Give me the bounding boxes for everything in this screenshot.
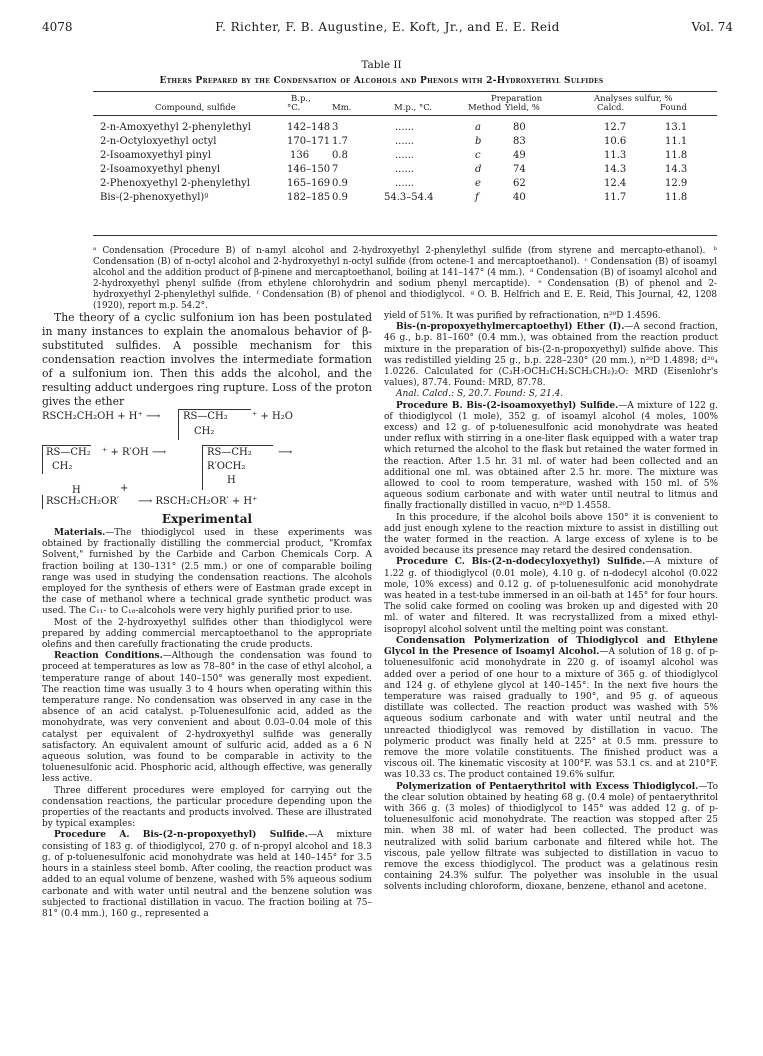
reaction-scheme: [42, 409, 372, 509]
cell-compound: 2-n-Amoxyethyl 2-phenylethyl: [100, 122, 251, 133]
cell-found: 14.3: [665, 164, 688, 175]
cell-bp: 182–185: [287, 192, 331, 203]
volume-number: Vol. 74: [691, 20, 733, 34]
cell-compound: 2-Phenoxyethyl 2-phenylethyl: [100, 178, 250, 189]
cell-mp: ......: [395, 122, 415, 133]
table-row: [0, 178, 763, 191]
cell-mp: ......: [395, 178, 415, 189]
cell-mm: 3: [332, 122, 339, 133]
conditions-text: —Although the condensation was found to proceed at temperatures as low as 78–80° in the case of ethyl alcohol, a temperature range of about 140–150° was generally most expedient. The reaction time was usually 3 to 4 hours when operating within this temperature range. No condensation was observed in any case in the absence of an acid catalyst. p-Toluenesulfonic acid, added as the monohydrate, was very convenient and about 0.03–0.04 mole of this catalyst per equivalent of 2-hydroxyethyl sulfide was generally satisfactory. An equivalent amount of sulfuric acid, added as a 6 N aqueous solution, was found to be comparable in activity to the toluenesulfonic acid. Phosphoric acid, although effective, was generally less active.: [42, 651, 372, 785]
cell-compound: 2-Isoamoxyethyl phenyl: [100, 164, 221, 175]
col-preparation: Preparation: [491, 94, 543, 104]
procedure-c-paragraph: [384, 557, 718, 635]
cell-yield: 80: [513, 122, 526, 133]
cell-bp: 165–169: [287, 178, 331, 189]
cell-compound: Bis-(2-phenoxyethyl)ᵍ: [100, 192, 209, 203]
materials-paragraph: [42, 528, 372, 618]
cell-yield: 83: [513, 136, 526, 147]
cell-mm: 1.7: [332, 136, 348, 147]
cell-yield: 74: [513, 164, 526, 175]
cell-bp: 136: [290, 150, 310, 161]
cell-calcd: 11.7: [604, 192, 627, 203]
eq2-product: RS—CH₂: [207, 447, 252, 458]
eq2-och2: R′OCH₂: [207, 461, 246, 472]
col-yield: Yield, %: [505, 103, 540, 113]
cell-mm: 0.9: [332, 178, 348, 189]
cell-calcd: 14.3: [604, 164, 627, 175]
eq3-products: ⟶ RSCH₂CH₂OR′ + H⁺: [138, 496, 258, 507]
cell-mm: 7: [332, 164, 339, 175]
table-row: [0, 136, 763, 149]
procedure-a-paragraph: [42, 830, 372, 920]
col-bp: B.p.,: [291, 94, 311, 104]
table-row: [0, 150, 763, 163]
cell-found: 11.8: [665, 150, 688, 161]
eq3-charge: +: [120, 483, 129, 494]
procedure-c-heading: Procedure C. Bis-(2-n-dodecyloxyethyl) Sulfide.: [396, 557, 646, 568]
cell-method: d: [475, 164, 482, 175]
procedure-b-note: In this procedure, if the alcohol boils above 150° it is convenient to add just enough xylene to the reaction mixture to assist in distilling out the water formed in the reaction. A large excess of xylene is to be avoided because its presence may retard the desired condensation.: [384, 512, 718, 557]
eq2-reagent: ⁺ + R′OH ⟶: [102, 447, 167, 458]
table-footnotes: [93, 246, 717, 312]
running-header: [42, 20, 733, 36]
pentaerythritol-paragraph: [384, 782, 718, 894]
table-top-rule: [93, 91, 717, 92]
procedure-a-heading: Procedure A. Bis-(2-n-propoxyethyl) Sulfide.: [54, 830, 308, 841]
cell-compound: 2-Isoamoxyethyl pinyl: [100, 150, 211, 161]
footnote-a: ᵃ Condensation (Procedure B) of n-amyl alcohol and 2-hydroxyethyl 2-phenylethyl sulfide (from styrene and mercapto-ethanol).: [93, 246, 706, 256]
procedures-intro: Three different procedures were employed for carrying out the condensation reactions, the particular procedure depending upon the properties of the reactants and products involved. These are illustrated by typical examples:: [42, 785, 372, 830]
ether-heading: Bis-(n-propoxyethylmercaptoethyl) Ether (I).: [396, 322, 625, 333]
cell-mp: ......: [395, 150, 415, 161]
cell-mm: 0.9: [332, 192, 348, 203]
cell-calcd: 11.3: [604, 150, 627, 161]
cell-method: b: [475, 136, 482, 147]
cell-method: c: [475, 150, 481, 161]
table-row: [0, 122, 763, 135]
cell-mm: 0.8: [332, 150, 348, 161]
col-bp-unit: °C.: [287, 103, 301, 113]
pentaerythritol-heading: Polymerization of Pentaerythritol with Excess Thiodiglycol.: [396, 781, 699, 792]
cell-mp: ......: [395, 164, 415, 175]
col-method: Method: [468, 103, 502, 113]
cell-found: 11.8: [665, 192, 688, 203]
cell-calcd: 10.6: [604, 136, 627, 147]
col-mm: Mm.: [332, 103, 352, 113]
cell-yield: 62: [513, 178, 526, 189]
footnote-b: ᵇ Condensation (B) of n-octyl alcohol and 2-hydroxyethyl n-octyl sulfide (from octene-1 and mercaptoethanol).: [93, 246, 718, 267]
table-header-rule: [93, 115, 717, 116]
cell-found: 12.9: [665, 178, 688, 189]
cell-bp: 146–150: [287, 164, 331, 175]
conditions-heading: Reaction Conditions.: [54, 651, 163, 662]
col-mp: M.p., °C.: [394, 103, 433, 113]
procedure-b-heading: Procedure B. Bis-(2-isoamoxyethyl) Sulfide.: [396, 400, 619, 411]
cell-bp: 142–148: [287, 122, 331, 133]
col-calcd: Calcd.: [597, 103, 625, 113]
footnote-e: ᵉ Condensation (B) of phenol and 2-hydroxyethyl 2-phenylethyl sulfide.: [93, 279, 718, 300]
materials-text: —The thiodiglycol used in these experiments was obtained by fractionally distilling the commercial product, "Kromfax Solvent," furnished by the Carbide and Carbon Chemicals Corp. A fraction boiling at 130–131° (2.5 mm.) or one of comparable boiling range was used in studying the condensation reactions. The alcohols employed for the synthesis of ethers were of Eastman grade except in the case of methanol where a technical grade synthetic product was used. The C₁₁- to C₁₈-alcohols were very highly purified prior to use.: [42, 528, 372, 617]
eq1-products: ⁺ + H₂O: [252, 411, 293, 422]
intro-paragraph: The theory of a cyclic sulfonium ion has been postulated in many instances to explain the anomalous behavior of β-substituted sulfides. A possible mechanism for this condensation reaction involves the intermediate formation of a sulfonium ion. Then this adds the alcohol, and the resulting adduct undergoes ring rupture. Loss of the proton gives the ether: [42, 311, 372, 408]
eq3-h: H: [72, 485, 81, 496]
cell-bp: 170–171: [287, 136, 331, 147]
condensation-text: —A solution of 18 g. of p-toluenesulfonic acid monohydrate in 220 g. of isoamyl alcohol was added over a period of one hour to a mixture of 365 g. of thiodiglycol and 124 g. of ethylene glycol at 140–145°. In the next five hours the temperature was raised gradually to 190°, and 95 g. of aqueous distillate was collected. The reaction product was washed with 5% aqueous sodium carbonate and with water until neutral and the unreacted thiodiglycol was removed by distillation in vacuo. The polymeric product was finally held at 225° at 0.5 mm. pressure to remove the more volatile constituents. The finished product was a viscous oil. The kinematic viscosity at 100°F. was 53.1 cs. and at 210°F. was 10.33 cs. The product contained 19.6% sulfur.: [384, 647, 718, 781]
left-column: [42, 311, 372, 920]
analysis-line: Anal. Calcd.: S, 20.7. Found: S, 21.4.: [396, 389, 564, 400]
eq2-arrow: ⟶: [278, 447, 293, 458]
cell-method: e: [475, 178, 481, 189]
footnote-g: ᵍ O. B. Helfrich and E. E. Reid, This Journal, 42, 1208 (1920), report m.p. 54.2°.: [93, 290, 718, 311]
procedure-c-text: —A mixture of 1.22 g. of thiodiglycol (0.01 mole), 4.10 g. of n-dodecyl alcohol (0.022 mole, 10% excess) and 0.12 g. of p-toluenesulfonic acid monohydrate was heated in a test-tube immersed in an oil-bath at 145° for four hours. The solid cake formed on cooling was broken up and digested with 20 ml. of water and filtered. It was recrystallized from a mixed ethyl-isopropyl alcohol solvent until the melting point was constant.: [384, 557, 718, 635]
eq2-ion: RS—CH₂: [46, 447, 91, 458]
cell-mp: 54.3–54.4: [384, 192, 434, 203]
procedure-b-paragraph: [384, 401, 718, 513]
table-label: Table II: [361, 59, 402, 71]
right-column: [384, 311, 718, 894]
footnote-d: ᵈ Condensation (B) of isoamyl alcohol and 2-hydroxyethyl phenyl sulfide (from ethylene chlorohydrin and sodium phenyl mercaptide).: [93, 268, 718, 289]
condensation-paragraph: [384, 636, 718, 782]
materials2-paragraph: Most of the 2-hydroxyethyl sulfides other than thiodiglycol were prepared by adding commercial mercaptoethanol to the appropriate olefins and then carefully fractionating the crude products.: [42, 617, 372, 651]
eq2-h: H: [227, 475, 236, 486]
pentaerythritol-text: —To the clear solution obtained by heating 68 g. (0.4 mole) of pentaerythritol with 366 g. (3 moles) of thiodiglycol to 145° was added 12 g. of p-toluenesulfonic acid monohydrate. The reaction was stopped after 25 min. when 38 ml. of water had been collected. The product was neutralized with solid barium carbonate and filtered while hot. The viscous, pale yellow filtrate was subjected to distillation in vacuo to remove the excess thiodiglycol. The product was a gelatinous resin containing 24.3% sulfur. The polyether was insoluble in the usual solvents including chloroform, dioxane, benzene, ethanol and acetone.: [384, 781, 718, 893]
running-authors: F. Richter, F. B. Augustine, E. Koft, Jr., and E. E. Reid: [215, 20, 560, 34]
col-found: Found: [660, 103, 687, 113]
condensation-heading: Condensation Polymerization of Thiodiglycol and Ethylene Glycol in the Presence of Isoamyl Alcohol.: [384, 635, 718, 658]
footnote-c: ᶜ Condensation (B) of isoamyl alcohol and the addition product of β-pinene and mercaptoethanol, boiling at 141–147° (4 mm.).: [93, 257, 717, 278]
conditions-paragraph: [42, 651, 372, 785]
col-compound: Compound, sulfide: [155, 103, 236, 113]
procedure-a-text: —A mixture consisting of 183 g. of thiodiglycol, 270 g. of n-propyl alcohol and 18.3 g. of p-toluenesulfonic acid monohydrate was held at 140–145° for 3.5 hours in a stainless steel bomb. After cooling, the reaction product was added to an equal volume of benzene, washed with 5% aqueous sodium carbonate and with water until neutral and the benzene solution was subjected to fractional distillation in vacuo. The fraction boiling at 75–81° (0.4 mm.), 160 g., represented a: [42, 830, 373, 919]
cell-mp: ......: [395, 136, 415, 147]
table-caption: Ethers Prepared by the Condensation of Alcohols and Phenols with 2-Hydroxyethyl Sulfides: [159, 76, 604, 86]
procedure-b-text: —A mixture of 122 g. of thiodiglycol (1 mole), 352 g. of isoamyl alcohol (4 moles, 100% excess) and 12 g. of p-toluenesulfonic acid monohydrate was heated under reflux with stirring in a one-liter flask equipped with a water trap which returned the alcohol to the flask but retained the water formed in the reaction. After 1.5 hr. 31 ml. of water had been collected and an additional one ml. was obtained after 2.5 hr. more. The mixture was allowed to cool to room temperature, washed with 150 ml. of 5% aqueous sodium carbonate and with water until neutral to litmus and finally fractionally distilled in vacuo, n²⁰D 1.4558.: [384, 400, 718, 512]
cell-method: a: [475, 122, 481, 133]
ether-paragraph: [384, 322, 718, 389]
eq1-ring: CH₂: [194, 426, 215, 437]
continuation-paragraph: yield of 51%. It was purified by refractionation, n²⁰D 1.4596.: [384, 311, 661, 321]
eq2-ring: CH₂: [52, 461, 73, 472]
eq1-ion: RS—CH₂: [183, 411, 228, 422]
cell-calcd: 12.4: [604, 178, 627, 189]
cell-found: 11.1: [665, 136, 688, 147]
table-row: [0, 192, 763, 205]
cell-method: f: [475, 192, 479, 203]
col-analyses: Analyses sulfur, %: [594, 94, 673, 104]
cell-found: 13.1: [665, 122, 688, 133]
cell-compound: 2-n-Octyloxyethyl octyl: [100, 136, 217, 147]
section-heading: Experimental: [161, 512, 253, 526]
ether-text: —A second fraction, 46 g., b.p. 81–160° (0.4 mm.), was obtained from the reaction product mixture in the preparation of bis-(2-n-propoxyethyl) sulfide above. This was redistilled yielding 25 g., b.p. 228–230° (20 mm.), n²⁰D 1.4898; d²⁰₄ 1.0226. Calculated for (C₃H₇OCH₂CH₂SCH₂CH₂)₂O: MRD (Eisenlohr's values), 87.74. Found: MRD, 87.78.: [384, 322, 718, 389]
footnote-f: ᶠ Condensation (B) of phenol and thiodiglycol.: [256, 290, 466, 300]
table-bottom-rule: [93, 235, 717, 236]
cell-yield: 40: [513, 192, 526, 203]
table-row: [0, 164, 763, 177]
cell-calcd: 12.7: [604, 122, 627, 133]
materials-heading: Materials.: [54, 528, 106, 538]
cell-yield: 49: [513, 150, 526, 161]
eq1-reactants: RSCH₂CH₂OH + H⁺ ⟶: [42, 411, 161, 422]
eq3-reactant: RSCH₂CH₂OR′: [46, 496, 120, 507]
page-number: 4078: [42, 20, 73, 34]
